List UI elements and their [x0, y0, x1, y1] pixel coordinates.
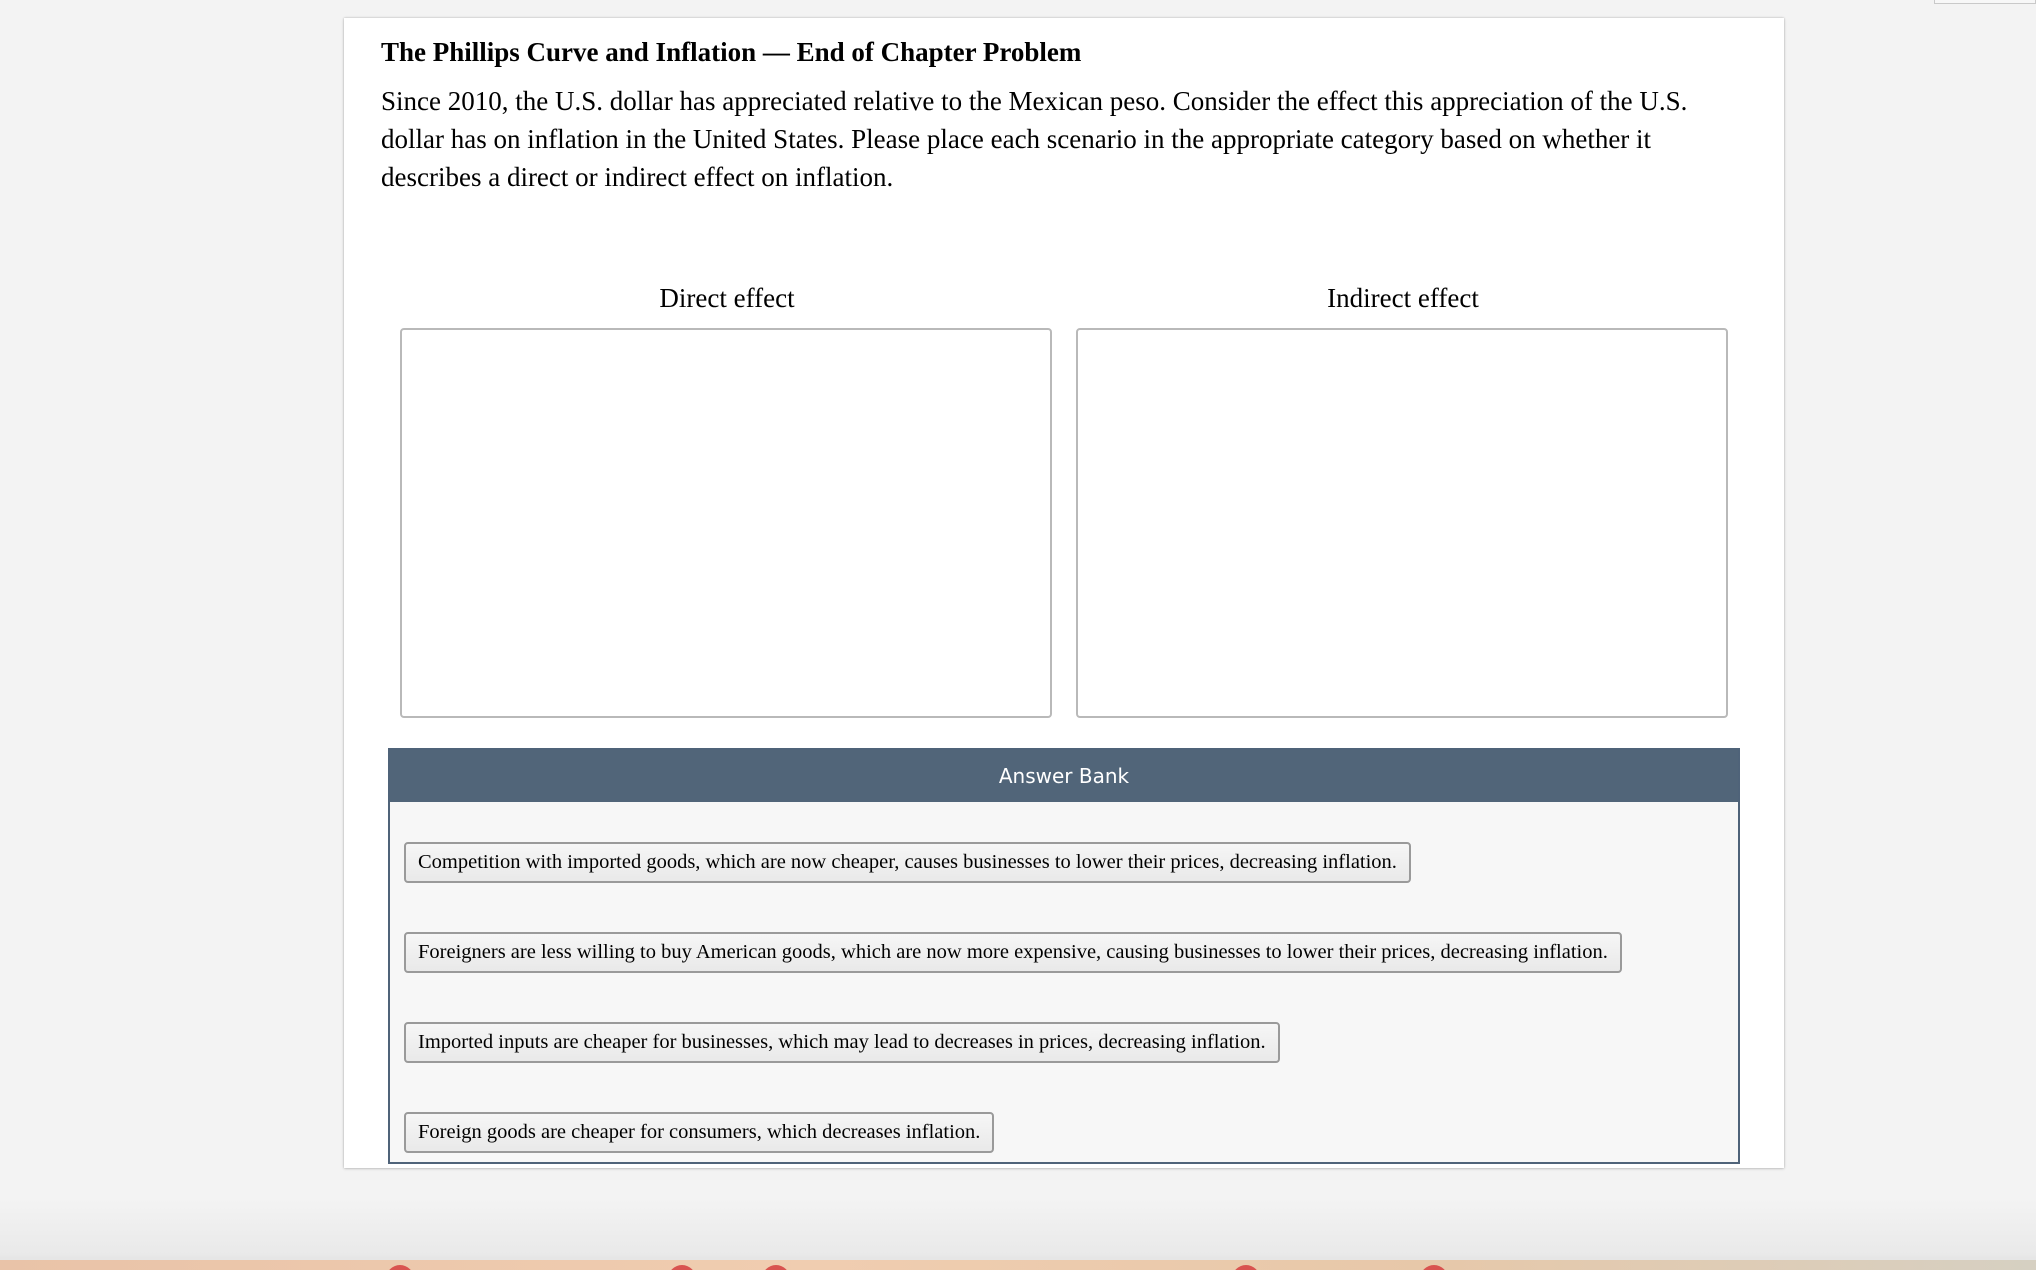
answer-chip-imported-goods-competition[interactable]: Competition with imported goods, which are now cheaper, causes businesses to lower their prices, decreasing inflation.: [404, 842, 1411, 883]
taskbar-strip: [0, 1260, 2036, 1270]
taskbar-app-icon[interactable]: [386, 1265, 414, 1270]
taskbar-app-icon[interactable]: [762, 1265, 790, 1270]
direct-effect-label: Direct effect: [659, 283, 795, 313]
question-title: The Phillips Curve and Inflation — End of Chapter Problem: [381, 37, 1082, 67]
answer-chip-foreigners-less-willing[interactable]: Foreigners are less willing to buy American goods, which are now more expensive, causing businesses to lower their prices, decreasing inflation.: [404, 932, 1622, 973]
indirect-effect-label: Indirect effect: [1327, 283, 1479, 313]
answer-bank: [388, 748, 1740, 1164]
corner-tab: [1934, 0, 2036, 4]
taskbar-app-icon[interactable]: [1420, 1265, 1448, 1270]
taskbar-app-icon[interactable]: [668, 1265, 696, 1270]
question-card: [344, 18, 1784, 1168]
question-prompt: Since 2010, the U.S. dollar has appreciated relative to the Mexican peso. Consider the effect this appreciation of the U.S. dollar has on inflation in the United States. Please place each scenario in the appropriate category based on whether it describes a direct or indirect effect on inflation.: [381, 86, 1688, 192]
indirect-effect-drop-zone[interactable]: [1076, 328, 1728, 718]
answer-chip-imported-inputs-cheaper[interactable]: Imported inputs are cheaper for businesses, which may lead to decreases in prices, decreasing inflation.: [404, 1022, 1280, 1063]
answer-chip-foreign-goods-cheaper[interactable]: Foreign goods are cheaper for consumers, which decreases inflation.: [404, 1112, 994, 1153]
direct-effect-drop-zone[interactable]: [400, 328, 1052, 718]
taskbar-app-icon[interactable]: [1232, 1265, 1260, 1270]
answer-bank-header: Answer Bank: [390, 750, 1738, 802]
